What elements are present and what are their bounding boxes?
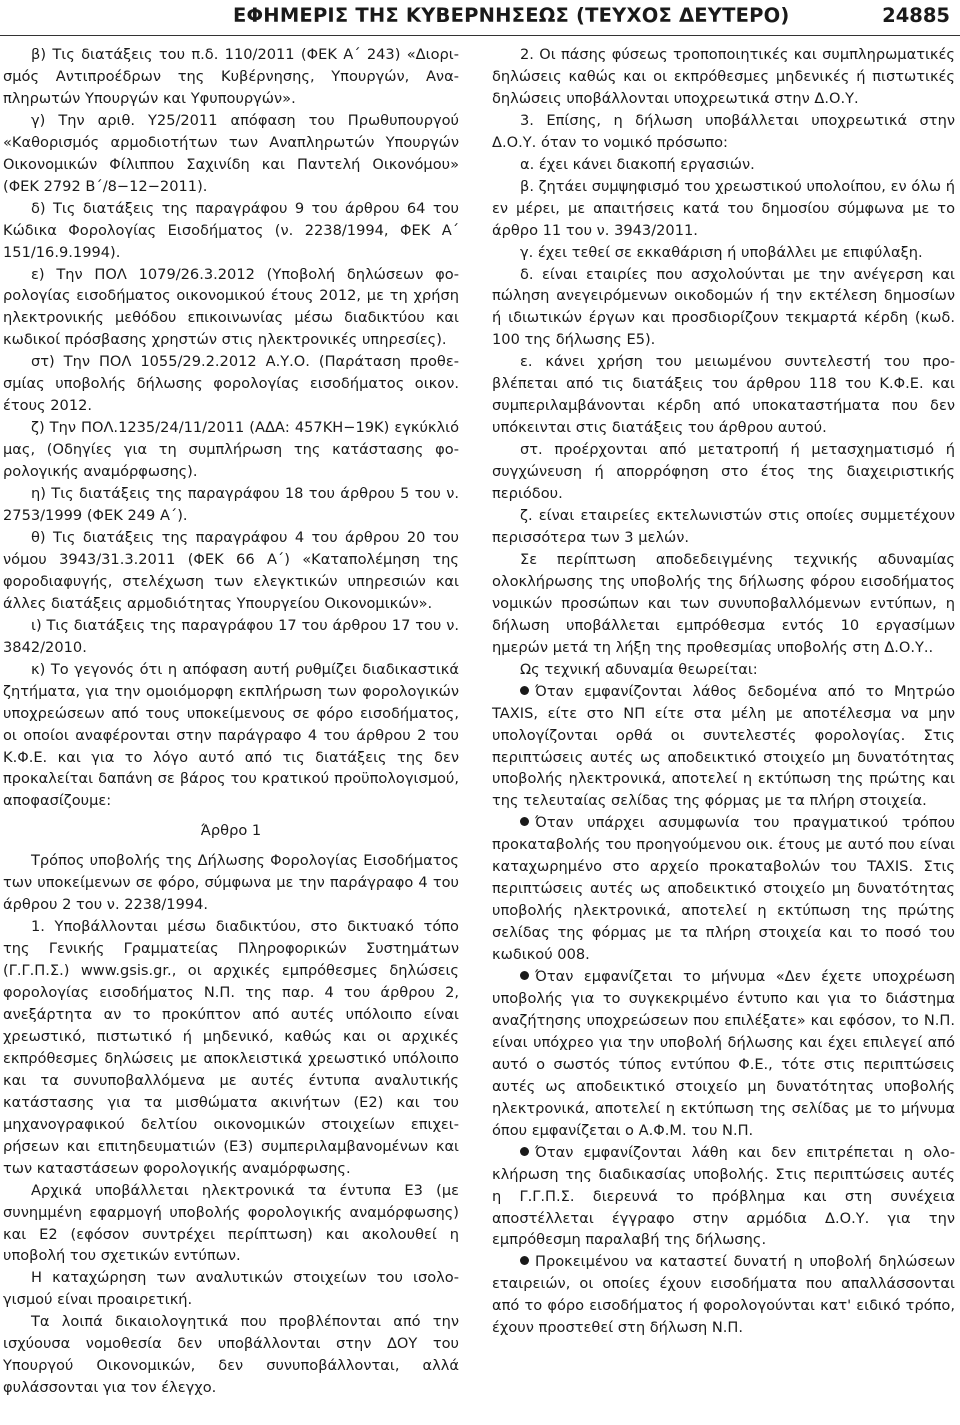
paragraph-st: στ) Την ΠΟΛ 1055/29.2.2012 Α.Υ.Ο. (Παράταση προθεσμίας υποβολής δήλωσης φορολογίας εισοδήματος οικον. έτους 2012.	[3, 353, 459, 415]
case-a: α. έχει κάνει διακοπή εργασιών.	[520, 155, 755, 173]
article-title: Τρόπος υποβολής της Δήλωσης Φορολογίας Εισοδήματος των υποκείμενων σε φόρο, σύμφωνα με την παράγραφο 4 του άρθρου 2 του ν. 2238/1994.	[3, 852, 459, 914]
bullet-text: Προκειμένου να καταστεί δυνατή η υποβολή δηλώσεων εταιρειών, οι οποίες έχουν εισοδήματα που απαλλάσσονται από το φόρο εισοδήματος ή φορολογούνται κατ' ειδικό τρόπο, έχουν προστεθεί στη δήλωση Ν.Π.	[492, 1253, 955, 1337]
paragraph-b: β) Τις διατάξεις του π.δ. 110/2011 (ΦΕΚ Α΄ 243) «Διορισμός Αντιπροέδρων της Κυβέρνησης, Υπουργών, Αναπληρωτών Υπουργών και Υφυπουργών».	[3, 46, 459, 107]
page-header	[0, 4, 960, 36]
paragraph-3: 3. Επίσης, η δήλωση υποβάλλεται υποχρεωτικά στην Δ.Ο.Υ. όταν το νομικό πρόσωπο:	[492, 111, 955, 151]
bullet-icon	[520, 686, 529, 695]
bullet-icon	[520, 817, 529, 826]
bullet-icon	[520, 1256, 529, 1265]
bullet-text: Όταν εμφανίζονται λάθη και δεν επιτρέπεται η ολοκλήρωση της διαδικασίας υποβολής. Στις περιπτώσεις αυτές η Γ.Γ.Π.Σ. διερευνά το πρόβλημα και στη συνέχεια αποστέλλεται έγγραφο στην αρμόδια Δ.Ο.Υ. για την εμπρόθεσμη παραλαβή της δήλωσης.	[492, 1143, 955, 1249]
article-heading: Άρθρο 1	[200, 822, 262, 840]
article-paragraph-1: 1. Υποβάλλονται μέσω διαδικτύου, στο δικτυακό τόπο της Γενικής Γραμματείας Πληροφορικών Συστημάτων (Γ.Γ.Π.Σ.) www.gsis.gr., οι αρχικές εμπρόθεσμες δηλώσεις φορολογίας εισοδήματος Ν.Π. της παρ. 4 του άρθρου 2, ανεξάρτητα αν το προκύπτον από αυτές υπόλοιπο είναι χρεωστικό, πιστωτικό ή μηδενικό, καθώς και οι αρχικές εκπρόθεσμες δηλώσεις με αποκλειστικά χρεωστικό υπόλοιπο και τα συνυποβαλλόμενα με αυτές έντυπα αναλυτικής κατάστασης για τα μισθώματα ακινήτων (Ε2) και του μηχανογραφικού δελτίου οικονομικών στοιχείων επιχειρήσεων και επιτηδευματιών (Ε3) συμπεριλαμβανομένων και των καταστάσεων φορολογικής αναμόρφωσης.	[3, 918, 459, 1177]
bullet-icon	[520, 971, 529, 980]
case-st: στ. προέρχονται από μετατροπή ή μετασχηματισμό ή συγχώνευση ή απορρόφηση στο έτος της διαχειριστικής περιόδου.	[492, 441, 955, 503]
bullet-text: Όταν υπάρχει ασυμφωνία του πραγματικού τρόπου προκαταβολής του προηγούμενου οικ. έτους με αυτό που είναι καταχωρημένο στο αρχείο προκαταβολών του TAXIS. Στις περιπτώσεις αυτές ως αποδεικτικό στοιχείο μη δυνατότητας υποβολής ηλεκτρονικά, αποτελεί η εκτύπωση της πρώτης σελίδας της φόρμας με τα πλήρη στοιχεία και το ποσό του κωδικού 008.	[492, 814, 955, 964]
case-b: β. ζητάει συμψηφισμό του χρεωστικού υπολοίπου, εν όλω ή εν μέρει, με απαιτήσεις κατά του δημοσίου σύμφωνα με το άρθρο 11 του ν. 3943/2011.	[492, 177, 955, 239]
paragraph-k: κ) Το γεγονός ότι η απόφαση αυτή ρυθμίζει διαδικαστικά ζητήματα, για την ομοιόμορφη εκπλήρωση των φορολογικών υποχρεώσεων από τους υποκείμενους σε φόρο εισοδήματος, οι οποίοι αναφέρονται στην παράγραφο 4 του άρθρου 2 του Κ.Φ.Ε. και για το λόγο αυτό από τις διατάξεις της δεν προκαλείται δαπάνη σε βάρος του κρατικού προϋπολογισμού, αποφασίζουμε:	[3, 660, 459, 810]
article-paragraph-2: Αρχικά υποβάλλεται ηλεκτρονικά τα έντυπα Ε3 (με συνημμένη εφαρμογή υποβολής φορολογικής αναμόρφωσης) και Ε2 (εφόσον συντρέχει περίπτωση) και ακολουθεί η υποβολή του σχετικών εντύπων.	[3, 1181, 459, 1265]
bullet-icon	[520, 1147, 529, 1156]
paragraph-d: δ) Τις διατάξεις της παραγράφου 9 του άρθρου 64 του Κώδικα Φορολογίας Εισοδήματος (ν. 2238/1994, ΦΕΚ Α΄ 151/16.9.1994).	[3, 199, 459, 261]
paragraph-2: 2. Οι πάσης φύσεως τροποποιητικές και συμπληρωματικές δηλώσεις καθώς και οι εκπρόθεσμες μηδενικές ή πιστωτικές δηλώσεις υποβάλλονται υποχρεωτικά στην Δ.Ο.Υ.	[492, 46, 955, 107]
bullet-text: Όταν εμφανίζεται το μήνυμα «Δεν έχετε υποχρέωση υποβολής για το συγκεκριμένο έντυπο και για το διάστημα αναζήτησης υποχρεώσεων που επιλέξατε» και εφόσον, το Ν.Π. είναι υπόχρεο για την υποβολή δήλωσης και έχει επιλεγεί από αυτό ο σωστός τύπος εντύπου Φ.Ε., τότε στις περιπτώσεις αυτές ως αποδεικτικό στοιχείο μη δυνατότητας υποβολής ηλεκτρονικά, αποτελεί η εκτύπωση της σελίδας με το μήνυμα όπου εμφανίζεται ο Α.Φ.Μ. του Ν.Π.	[492, 968, 955, 1139]
page-number: 24885	[882, 4, 950, 27]
left-column	[3, 44, 459, 1399]
case-e: ε. κάνει χρήση του μειωμένου συντελεστή του προβλέπεται από τις διατάξεις του άρθρου 118 του Κ.Φ.Ε. και συμπεριλαμβάνονται κέρδη από υποκαταστήματα που δεν υπόκεινται στις διατάξεις του άρθρου αυτού.	[492, 353, 955, 437]
bullet-item	[492, 1142, 955, 1252]
paragraph-th: θ) Τις διατάξεις της παραγράφου 4 του άρθρου 20 του νόμου 3943/31.3.2011 (ΦΕΚ 66 Α΄) «Καταπολέμηση της φοροδιαφυγής, στελέχωση των ελεγκτικών υπηρεσιών και άλλες διατάξεις αρμοδιότητας Υπουργείου Οικονομικών».	[3, 528, 459, 612]
paragraph-c: γ) Την αριθ. Υ25/2011 απόφαση του Πρωθυπουργού «Καθορισμός αρμοδιοτήτων των Αναπληρωτών Υπουργών Οικονομικών Φίλιππου Σαχινίδη και Παντελή Οικονόμου» (ΦΕΚ 2792 Β΄/8−12−2011).	[3, 111, 459, 195]
bullet-item	[492, 812, 955, 966]
right-column	[492, 44, 955, 1339]
case-d: δ. είναι εταιρίες που ασχολούνται με την ανέγερση και πώληση ανεγειρόμενων οικοδομών ή την εκτέλεση δημοσίων ή ιδιωτικών έργων και προσδιορίζουν τεκμαρτά κέρδη (κωδ. 100 της δήλωσης Ε5).	[492, 265, 955, 349]
case-c: γ. έχει τεθεί σε εκκαθάριση ή υποβάλλει με επιφύλαξη.	[520, 243, 923, 261]
paragraph-z: ζ) Την ΠΟΛ.1235/24/11/2011 (ΑΔΑ: 457ΚΗ−19Κ) εγκύκλιό μας, (Οδηγίες για τη συμπλήρωση της κατάστασης φορολογικής αναμόρφωσης).	[3, 419, 459, 481]
technical-failure-paragraph: Σε περίπτωση αποδεδειγμένης τεχνικής αδυναμίας ολοκλήρωσης της υποβολής της δήλωσης φόρου εισοδήματος νομικών προσώπων και των συνυποβαλλόμενων εντύπων, η δήλωση υποβάλλεται εμπρόθεσμα εντός 10 εργασίμων ημερών μετά τη λήξη της προθεσμίας υποβολής στη Δ.Ο.Υ..	[492, 550, 955, 656]
paragraph-h: η) Τις διατάξεις της παραγράφου 18 του άρθρου 5 του ν. 2753/1999 (ΦΕΚ 249 Α΄).	[3, 485, 459, 525]
article-paragraph-3: Η καταχώρηση των αναλυτικών στοιχείων του ισολογισμού είναι προαιρετική.	[3, 1269, 459, 1309]
header-divider	[0, 35, 960, 36]
case-z: ζ. είναι εταιρείες εκτελωνιστών στις οποίες συμμετέχουν περισσότερα των 3 μελών.	[492, 507, 955, 546]
bullet-item	[492, 681, 955, 813]
bullet-text: Όταν εμφανίζονται λάθος δεδομένα από το Μητρώο TAXIS, είτε στο ΝΠ είτε στα μέλη με αποτέλεσμα να μην υπολογίζονται ορθά οι συντελεστές φορολογίας. Στις περιπτώσεις αυτές ως αποδεικτικό στοιχείο μη δυνατότητας υποβολής ηλεκτρονικά, αποτελεί η εκτύπωση της πρώτης και της τελευταίας σελίδας της φόρμας με τα πλήρη στοιχεία.	[492, 682, 955, 810]
paragraph-i: ι) Τις διατάξεις της παραγράφου 17 του άρθρου 17 του ν. 3842/2010.	[3, 616, 459, 656]
gazette-title: ΕΦΗΜΕΡΙΣ ΤΗΣ ΚΥΒΕΡΝΗΣΕΩΣ (ΤΕΥΧΟΣ ΔΕΥΤΕΡΟ)	[233, 4, 790, 27]
bullet-item	[492, 1251, 955, 1339]
technical-failure-intro: Ως τεχνική αδυναμία θεωρείται:	[520, 660, 758, 678]
article-paragraph-4: Τα λοιπά δικαιολογητικά που προβλέπονται από την ισχύουσα νομοθεσία δεν υποβάλλονται στην ΔΟΥ του Υπουργού Οικονομικών, δεν συνυποβάλλονται, αλλά φυλάσσονται για τον έλεγχο.	[3, 1313, 459, 1397]
paragraph-e: ε) Την ΠΟΛ 1079/26.3.2012 (Υποβολή δηλώσεων φορολογίας εισοδήματος οικονομικού έτους 2012, με τη χρήση ηλεκτρονικής μεθόδου επικοινωνίας μέσω διαδικτύου και κωδικοί πρόσβασης χρηστών στις ηλεκτρονικές υπηρεσίες).	[3, 265, 459, 349]
bullet-item	[492, 966, 955, 1142]
